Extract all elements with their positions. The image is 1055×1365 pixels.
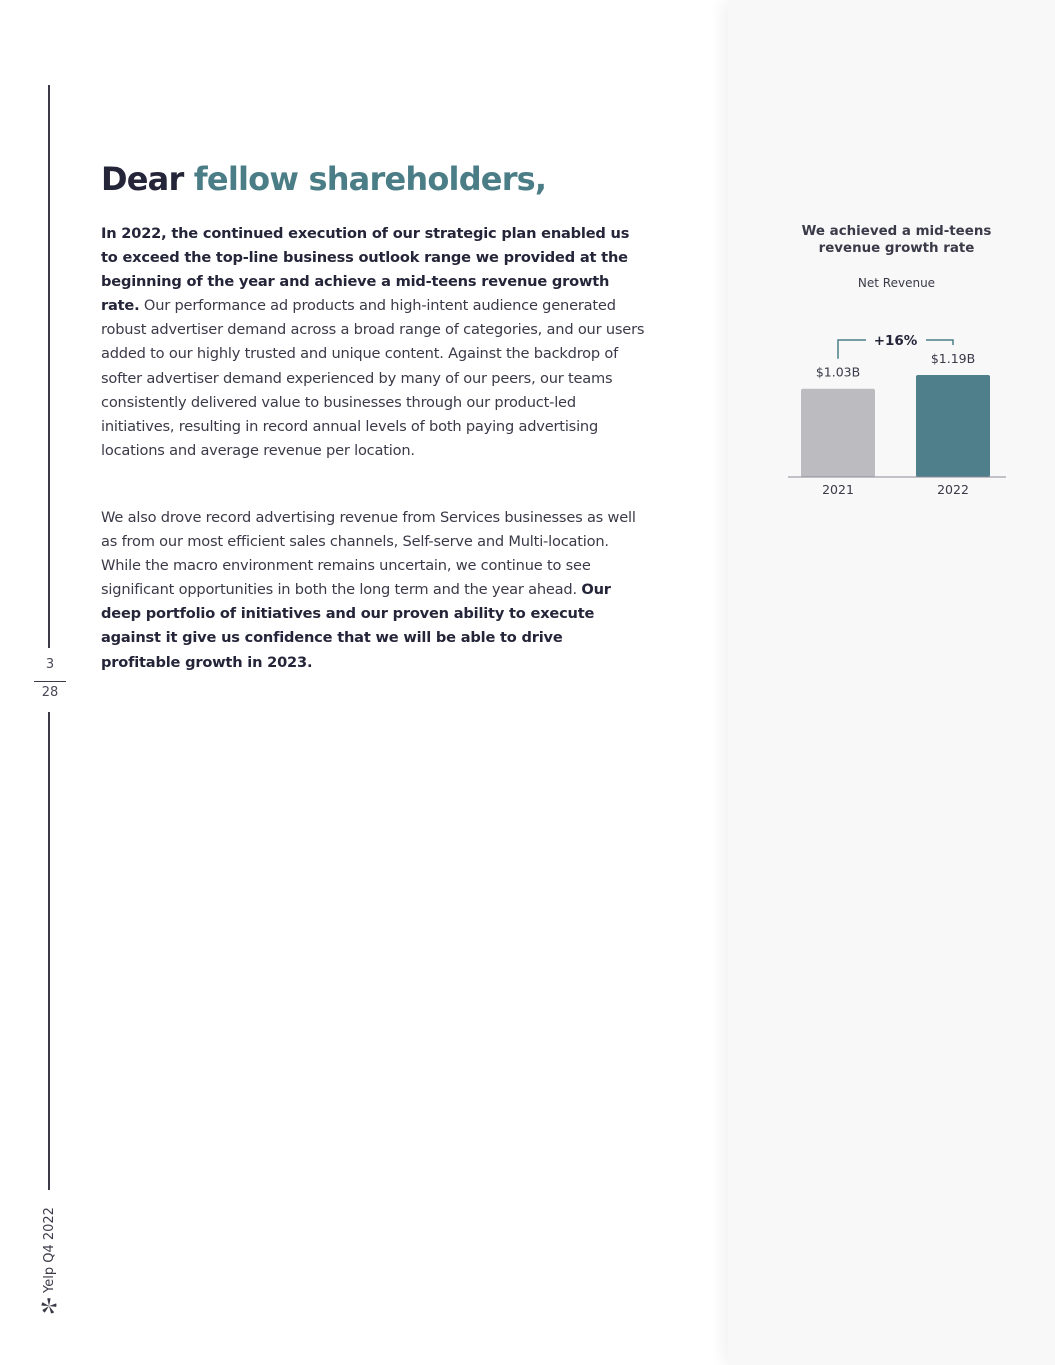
page-rail-bottom	[48, 712, 50, 1190]
paragraph-1-highlight: In 2022, the continued execution of our strategic plan enabled us to exceed the top-line business outlook range we provided at the beginning of the year and achieve a mid-teens revenue growth rate.	[101, 225, 630, 315]
x-tick-label: 2021	[822, 482, 854, 497]
growth-bracket-right	[926, 340, 953, 345]
bar-value-label: $1.19B	[930, 351, 976, 366]
letter-paragraph-1	[101, 222, 646, 463]
report-label: Yelp Q4 2022	[42, 1207, 57, 1293]
paragraph-2-body: We also drove record advertising revenue from Services businesses as well as from our most efficient sales channels, Self-serve and Multi-location. While the macro environment remains uncertain, we continue to see significant opportunities in both the long term and the year ahead.	[101, 509, 636, 599]
chart-title: We achieved a mid-teens revenue growth rate	[801, 224, 992, 256]
page-number-total: 28	[41, 685, 59, 700]
letter-paragraph-2	[101, 506, 646, 675]
x-tick-label: 2022	[937, 482, 969, 497]
growth-bracket-left	[838, 340, 866, 359]
page-rail-top	[48, 85, 50, 648]
bar-value-label: $1.03B	[815, 364, 861, 380]
revenue-bar-chart	[780, 320, 1010, 505]
page-number-current: 3	[45, 657, 55, 672]
chart-panel	[728, 0, 1055, 1365]
paragraph-1-body: Our performance ad products and high-intent audience generated robust advertiser demand across a broad range of categories, and our users added to our highly trusted and unique content. Against the backdrop of softer advertiser demand experienced by many of our peers, our teams consistently delivered value to businesses through our product-led initiatives, resulting in record annual levels of both paying advertising locations and average revenue per location.	[101, 297, 645, 459]
chart-subtitle: Net Revenue	[857, 276, 936, 290]
page-title	[101, 160, 546, 198]
paragraph-2-highlight: Our deep portfolio of initiatives and our proven ability to execute against it give us confidence that we will be able to drive profitable growth in 2023.	[101, 581, 611, 671]
title-accent: fellow shareholders,	[193, 160, 547, 198]
growth-label: +16%	[873, 333, 918, 349]
page-number-divider	[34, 681, 66, 682]
yelp-burst-icon	[40, 1297, 58, 1315]
bar-2022	[916, 375, 990, 477]
bar-2021	[801, 389, 875, 477]
title-lead: Dear	[101, 160, 184, 198]
